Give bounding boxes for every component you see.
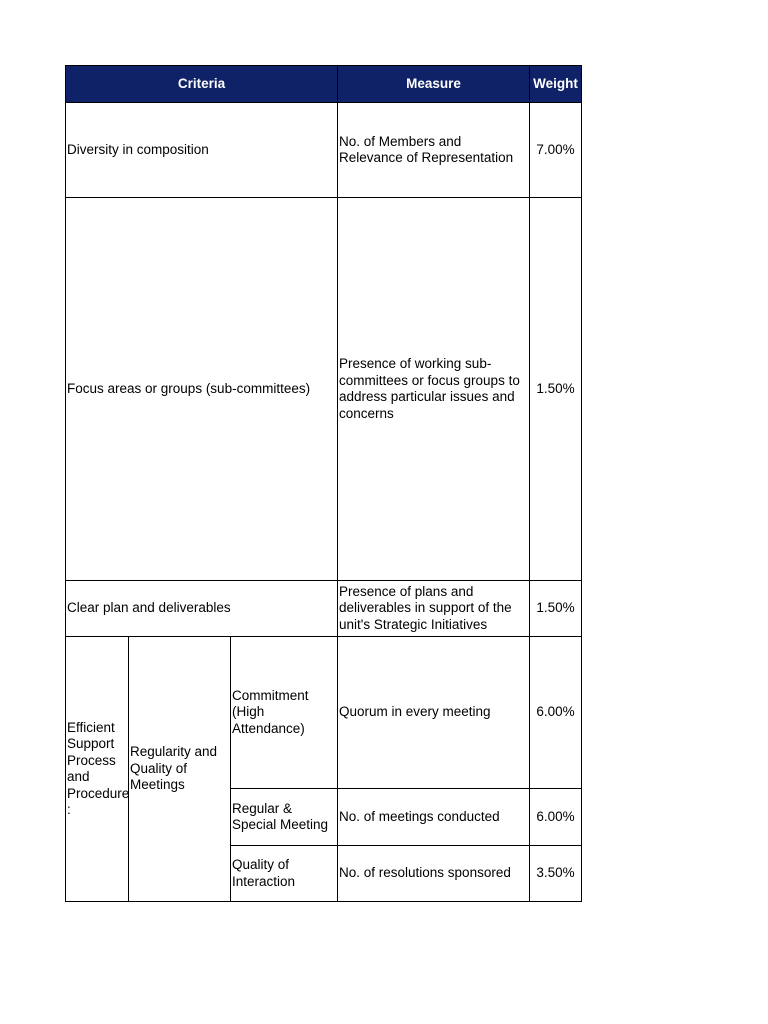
table-row bbox=[66, 198, 582, 581]
table-row bbox=[66, 581, 582, 637]
weight-cell: 7.00% bbox=[530, 103, 582, 198]
weight-cell: 6.00% bbox=[530, 789, 582, 846]
measure-cell: Presence of plans and deliverables in support of the unit's Strategic Initiatives bbox=[338, 581, 530, 637]
sub-item-criteria-cell: Commitment (High Attendance) bbox=[231, 637, 338, 789]
weight-cell: 1.50% bbox=[530, 198, 582, 581]
sub-item-criteria-cell: Regular & Special Meeting bbox=[231, 789, 338, 846]
criteria-cell: Clear plan and deliverables bbox=[66, 581, 338, 637]
measure-cell: No. of Members and Relevance of Representation bbox=[338, 103, 530, 198]
measure-cell: No. of resolutions sponsored bbox=[338, 846, 530, 902]
criteria-cell: Diversity in composition bbox=[66, 103, 338, 198]
table-row bbox=[66, 637, 582, 789]
criteria-table bbox=[65, 65, 582, 902]
weight-cell: 3.50% bbox=[530, 846, 582, 902]
measure-cell: Presence of working sub-committees or focus groups to address particular issues and concerns bbox=[338, 198, 530, 581]
table-row bbox=[66, 103, 582, 198]
measure-cell: Quorum in every meeting bbox=[338, 637, 530, 789]
weight-cell: 6.00% bbox=[530, 637, 582, 789]
subcriteria-cell: Regularity and Quality of Meetings bbox=[129, 637, 231, 902]
weight-cell: 1.50% bbox=[530, 581, 582, 637]
measure-cell: No. of meetings conducted bbox=[338, 789, 530, 846]
header-measure: Measure bbox=[338, 66, 530, 103]
criteria-cell: Focus areas or groups (sub-committees) bbox=[66, 198, 338, 581]
header-weight: Weight bbox=[530, 66, 582, 103]
header-criteria: Criteria bbox=[66, 66, 338, 103]
sub-item-criteria-cell: Quality of Interaction bbox=[231, 846, 338, 902]
table-header-row bbox=[66, 66, 582, 103]
efficient-criteria-cell: Efficient Support Process and Procedure : bbox=[66, 637, 129, 902]
